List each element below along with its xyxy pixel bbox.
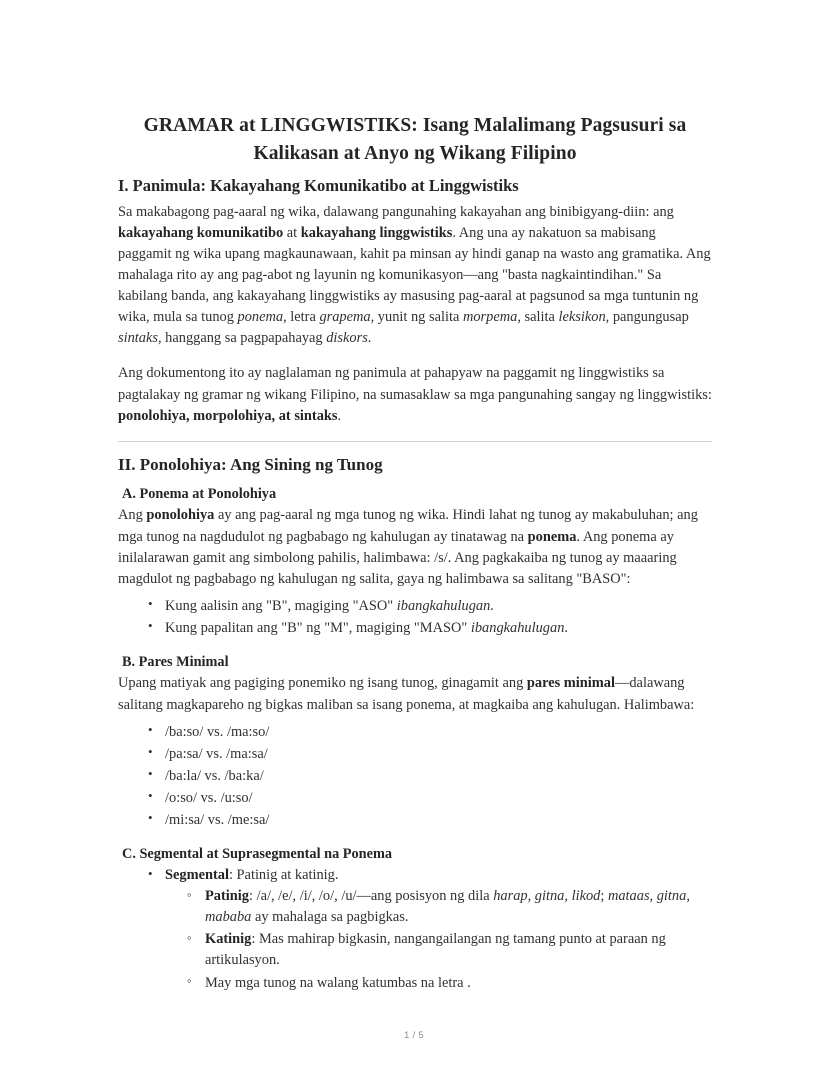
segmental-label: Segmental [165,867,229,884]
subsection-b-paragraph [118,673,712,715]
p1-italic-grapema: grapema [319,309,371,326]
baso-item-2-tail: . [564,619,569,636]
patinig-text-2: ; [600,888,608,905]
p1-text-9: . [367,330,372,347]
p1-text-4: , letra [283,309,320,326]
p2-text-1: Ang dokumentong ito ay naglalaman ng panimula at pahapyaw na paggamit ng linggwistiks sa pagtalakay ng gramar ng wikang Filipino, na sumasaklaw sa mga pangunahing sangay ng linggwistiks: [118,365,712,403]
p1-italic-sintaks: sintaks [118,330,158,347]
subsection-a-paragraph [118,505,712,589]
patinig-text-1: : /a/, /e/, /i/, /o/, /u/—ang posisyon ng dila [248,888,494,905]
section1-paragraph-1 [118,202,712,350]
list-item: • /o:so/ vs. /u:so/ [118,788,712,809]
patinig-label: Patinig [205,888,249,905]
b-text-2: —dalawang salitang magkapareho ng bigkas maliban sa isang ponema, at magkaiba ang kahulugan. Halimbawa: [118,675,695,713]
p1-italic-ponema: ponema [237,309,284,326]
minimal-pairs-list [118,722,712,831]
a-text-2: ay ang pag-aaral ng mga tunog ng wika. Hindi lahat ng tunog ay makabuluhan; ang mga tunog na nagdudulot ng pagbabago ng kahulugan ay tinatawag na [118,507,698,545]
p1-text-8: , hanggang sa pagpapahayag [157,330,327,347]
patinig-italic-1: harap, gitna, likod [493,888,601,905]
p1-bold-2: kakayahang linggwistiks [300,224,453,241]
segmental-sublist [165,886,712,993]
list-item: • /ba:so/ vs. /ma:so/ [118,722,712,743]
subsection-heading-b: B. Pares Minimal [122,653,229,670]
subsection-heading-a: A. Ponema at Ponolohiya [122,485,277,502]
a-text-1: Ang [118,507,147,524]
p1-text-7: , pangungusap [605,309,689,326]
baso-item-1-tail: . [490,597,494,614]
section-divider [118,441,712,442]
b-text-1: Upang matiyak ang pagiging ponemiko ng isang tunog, ginagamit ang [118,675,527,692]
list-item [165,929,712,971]
list-item: • /ba:la/ vs. /ba:ka/ [118,766,712,787]
list-item: ◦ May mga tunog na walang katumbas na letra . [165,973,712,994]
list-item [118,596,712,617]
p1-italic-diskors: diskors [326,330,368,347]
section1-paragraph-2 [118,363,712,426]
p1-text-1: Sa makabagong pag-aaral ng wika, dalawang pangunahing kakayahan ang binibigyang-diin: ang [118,203,674,220]
segmental-text: : Patinig at katinig. [228,867,339,884]
list-item: • /pa:sa/ vs. /ma:sa/ [118,744,712,765]
b-bold-pares-minimal: pares minimal [526,675,615,692]
baso-example-list [118,596,712,639]
baso-item-1-italic: ibangkahulugan [396,597,491,614]
section-heading-1: I. Panimula: Kakayahang Komunikatibo at Linggwistiks [118,176,519,196]
p2-bold-1: ponolohiya, morpolohiya, at sintaks [118,407,338,424]
section-heading-2: II. Ponolohiya: Ang Sining ng Tunog [118,454,383,474]
baso-item-2-italic: ibangkahulugan [470,619,565,636]
list-item [118,618,712,639]
patinig-italic-2: mataas, gitna, mababa [205,888,690,926]
subsection-heading-c: C. Segmental at Suprasegmental na Ponema [122,845,393,862]
katinig-label: Katinig [205,931,252,948]
patinig-text-3: ay mahalaga sa pagbigkas. [251,909,409,926]
baso-item-1-text: Kung aalisin ang "B", magiging "ASO" [165,597,397,614]
document-content [118,112,712,995]
a-bold-ponolohiya: ponolohiya [146,507,215,524]
list-item [118,865,712,993]
a-bold-ponema: ponema [527,528,577,545]
list-item [165,886,712,928]
p2-text-2: . [337,407,342,424]
p1-text-3: . Ang una ay nakatuon sa mabisang paggamit ng wika upang magkaunawaan, kahit pa minsan ay hindi ganap na wasto ang gramatika. Ang mahalaga rito ay ang pag-abot ng layunin ng komunikasyon—ang "basta nagkaintindihan." Sa kabilang banda, ang kakayahang linggwistiks ay masusing pag-aaral at pagsunod sa mga tuntunin ng wika, mula sa tunog [118,224,711,326]
document-title: GRAMAR at LINGGWISTIKS: Isang Malalimang Pagsusuri sa Kalikasan at Anyo ng Wikang Filipino [143,115,687,164]
list-item: • /mi:sa/ vs. /me:sa/ [118,810,712,831]
segmental-list [118,865,712,993]
p1-text-2: at [283,224,301,241]
p1-italic-leksikon: leksikon [558,309,606,326]
page-footer: 1 / 5 [404,1030,424,1041]
katinig-text: : Mas mahirap bigkasin, nangangailangan ng tamang punto at paraan ng artikulasyon. [205,931,666,969]
a-text-3: . Ang ponema ay inilalarawan gamit ang simbolong pahilis, halimbawa: /s/. Ang pagkakaiba ng tunog ay maaaring magdulot ng pagbabago ng kahulugan ng salita, gaya ng halimbawa sa salitang "BASO": [118,528,677,587]
baso-item-2-text: Kung papalitan ang "B" ng "M", magiging "MASO" [165,619,471,636]
p1-italic-morpema: morpema [462,309,518,326]
p1-text-5: , yunit ng salita [370,309,463,326]
p1-bold-1: kakayahang komunikatibo [118,224,284,241]
p1-text-6: , salita [517,309,559,326]
